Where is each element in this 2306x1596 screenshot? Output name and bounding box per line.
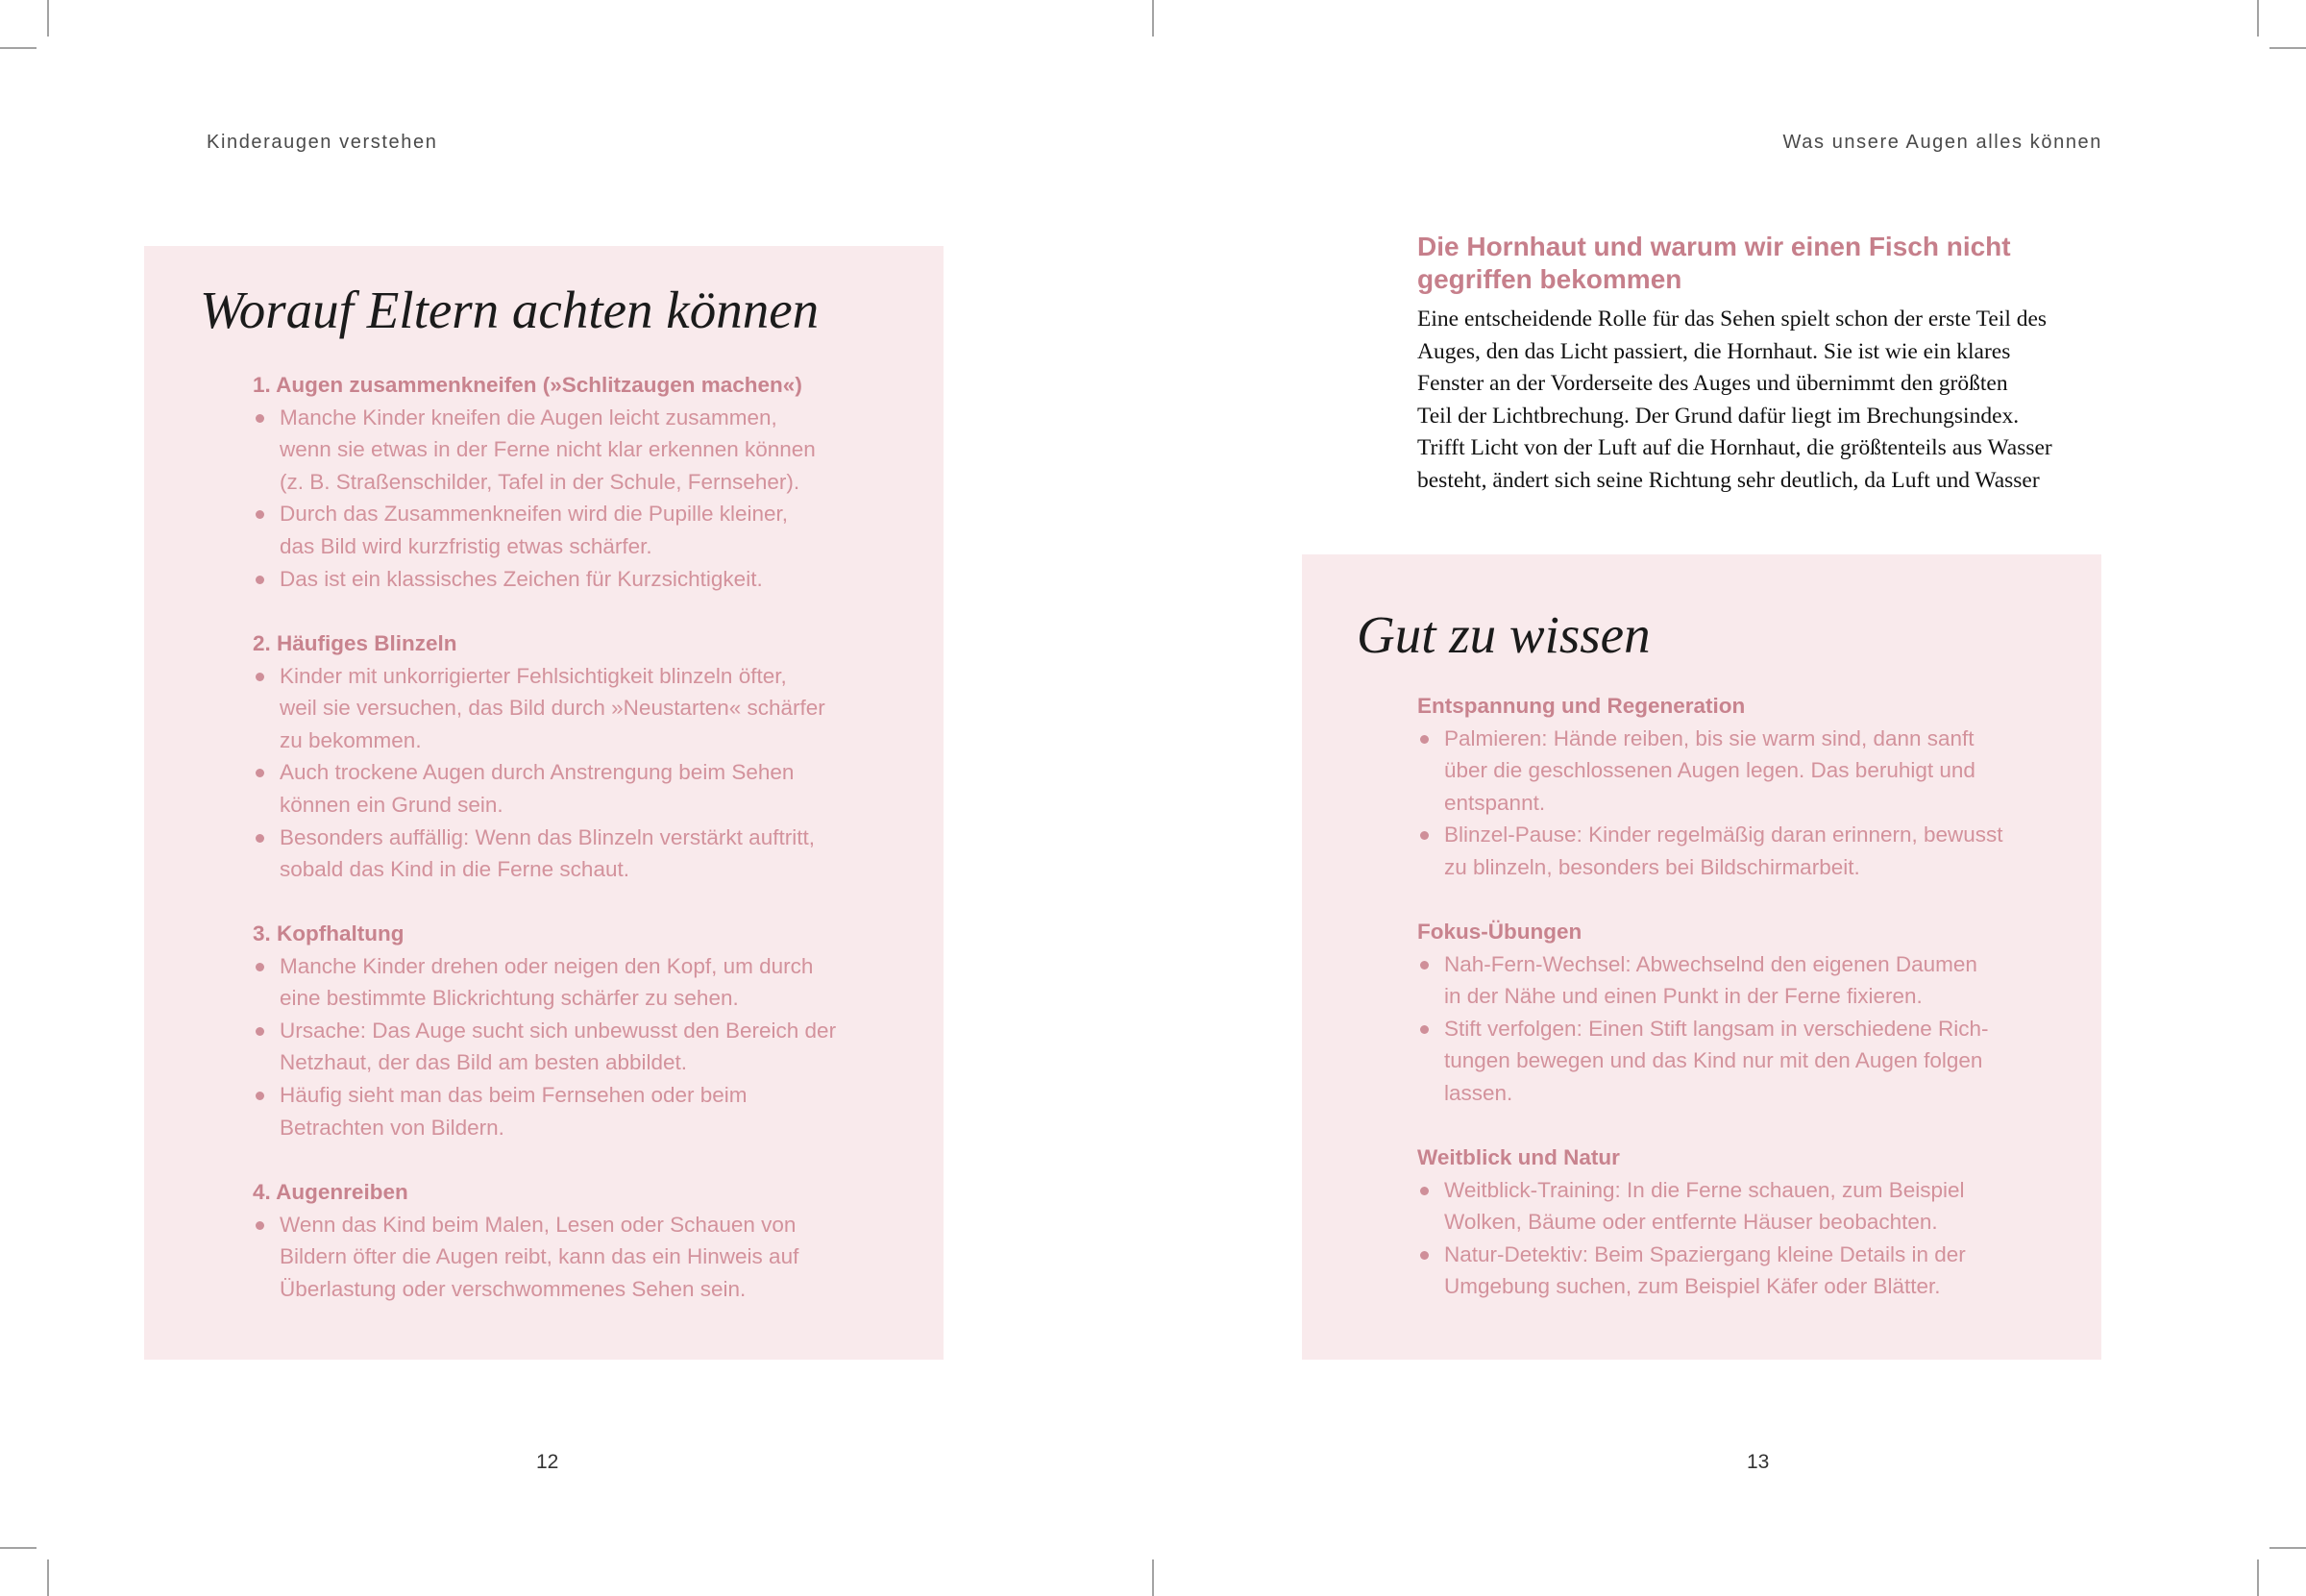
body-line: Teil der Lichtbrechung. Der Grund dafür liegt im Brechungsindex. xyxy=(1417,403,2020,429)
bullet-text-line: Stift verfolgen: Einen Stift langsam in verschiedene Rich- xyxy=(1444,1016,1989,1041)
bullet-text-line: in der Nähe und einen Punkt in der Ferne fixieren. xyxy=(1444,984,1923,1009)
section-heading: Weitblick und Natur xyxy=(1417,1145,1620,1169)
bullet-dot-icon xyxy=(256,510,264,519)
body-line: Trifft Licht von der Luft auf die Hornhaut, die größtenteils aus Wasser xyxy=(1417,435,2052,461)
tips-section-4-augenreiben xyxy=(253,1176,944,1305)
article-heading xyxy=(1417,231,2011,296)
bullet-text-line: Bildern öfter die Augen reibt, kann das ein Hinweis auf xyxy=(280,1244,799,1269)
box-title: Worauf Eltern achten können xyxy=(200,281,820,339)
crop-mark xyxy=(47,0,49,37)
bullet-text-line: (z. B. Straßenschilder, Tafel in der Schule, Fernseher). xyxy=(280,469,800,494)
bullet-dot-icon xyxy=(256,1027,264,1036)
crop-mark xyxy=(2257,0,2259,37)
bullet-text-line: Wenn das Kind beim Malen, Lesen oder Schauen von xyxy=(280,1212,797,1237)
bullet-dot-icon xyxy=(256,769,264,777)
right-page-number: 13 xyxy=(1747,1451,1770,1473)
bullet-dot-icon xyxy=(1420,735,1429,744)
bullet-text-line: Wolken, Bäume oder entfernte Häuser beobachten. xyxy=(1444,1210,1938,1235)
bullet-text-line: lassen. xyxy=(1444,1080,1513,1105)
crop-mark xyxy=(1152,1559,1154,1596)
tips-section-2-h-ufiges-blinzeln xyxy=(253,627,944,886)
bullet-text-line: Durch das Zusammenkneifen wird die Pupille kleiner, xyxy=(280,502,789,527)
bullet-dot-icon xyxy=(256,963,264,971)
bullet-text-line: Natur-Detektiv: Beim Spaziergang kleine Details in der xyxy=(1444,1241,1966,1266)
section-heading: Entspannung und Regeneration xyxy=(1417,694,1746,718)
tips-section-3-kopfhaltung xyxy=(253,918,944,1143)
box-title: Gut zu wissen xyxy=(1357,605,1651,664)
crop-mark xyxy=(2269,47,2306,49)
good-to-know-box xyxy=(1302,554,2101,1360)
bullet-dot-icon xyxy=(256,673,264,681)
section-heading: 4. Augenreiben xyxy=(253,1180,408,1204)
left-running-head: Kinderaugen verstehen xyxy=(207,132,438,153)
bullet-dot-icon xyxy=(256,576,264,584)
bullet-text-line: Betrachten von Bildern. xyxy=(280,1115,504,1140)
parent-tips-box xyxy=(144,246,944,1360)
bullet-dot-icon xyxy=(256,834,264,843)
crop-mark xyxy=(2257,1559,2259,1596)
section-heading: Fokus-Übungen xyxy=(1417,920,1582,944)
left-page-number: 12 xyxy=(536,1451,559,1473)
bullet-item xyxy=(253,498,944,562)
bullet-text-line: Netzhaut, der das Bild am besten abbildet. xyxy=(280,1050,688,1075)
crop-mark xyxy=(2269,1547,2306,1549)
bullet-item xyxy=(253,1209,944,1306)
bullet-text-line: das Bild wird kurzfristig etwas schärfer. xyxy=(280,533,652,558)
bullet-item xyxy=(253,756,944,821)
bullet-item xyxy=(1417,1013,2101,1110)
tips-section-1-augen-zusammenkneifen-schlitzaugen-machen xyxy=(253,369,944,595)
bullet-text-line: Nah-Fern-Wechsel: Abwechselnd den eigenen Daumen xyxy=(1444,951,1977,976)
bullet-text-line: Kinder mit unkorrigierter Fehlsichtigkeit blinzeln öfter, xyxy=(280,663,787,688)
heading-line: gegriffen bekommen xyxy=(1417,264,1682,294)
bullet-text-line: Manche Kinder drehen oder neigen den Kopf, um durch xyxy=(280,953,814,978)
bullet-item xyxy=(1417,948,2101,1013)
bullet-text-line: Häufig sieht man das beim Fernsehen oder beim xyxy=(280,1082,748,1107)
bullet-dot-icon xyxy=(1420,831,1429,840)
tips-section-fokus-bungen xyxy=(1417,916,2101,1110)
crop-mark xyxy=(0,1547,37,1549)
body-line: Auges, den das Licht passiert, die Hornhaut. Sie ist wie ein klares xyxy=(1417,338,2011,364)
bullet-text-line: sobald das Kind in die Ferne schaut. xyxy=(280,857,629,882)
bullet-text-line: zu blinzeln, besonders bei Bildschirmarbeit. xyxy=(1444,854,1860,879)
bullet-item xyxy=(1417,1239,2101,1303)
bullet-item xyxy=(1417,819,2101,883)
bullet-item xyxy=(253,1015,944,1079)
bullet-text-line: zu bekommen. xyxy=(280,727,422,752)
bullet-item xyxy=(253,660,944,757)
bullet-item xyxy=(253,822,944,886)
bullet-item xyxy=(253,402,944,499)
body-line: Fenster an der Vorderseite des Auges und übernimmt den größten xyxy=(1417,371,2008,397)
section-heading: 2. Häufiges Blinzeln xyxy=(253,631,457,655)
body-line: besteht, ändert sich seine Richtung sehr deutlich, da Luft und Wasser xyxy=(1417,467,2040,493)
bullet-text-line: weil sie versuchen, das Bild durch »Neustarten« schärfer xyxy=(280,696,825,721)
bullet-text-line: Blinzel-Pause: Kinder regelmäßig daran erinnern, bewusst xyxy=(1444,823,2003,847)
bullet-text-line: tungen bewegen und das Kind nur mit den Augen folgen xyxy=(1444,1048,1983,1073)
crop-mark xyxy=(1152,0,1154,37)
bullet-dot-icon xyxy=(256,1221,264,1230)
bullet-dot-icon xyxy=(1420,961,1429,970)
bullet-item xyxy=(253,1079,944,1143)
crop-mark xyxy=(47,1559,49,1596)
bullet-text-line: Auch trockene Augen durch Anstrengung beim Sehen xyxy=(280,760,795,785)
bullet-dot-icon xyxy=(1420,1187,1429,1195)
bullet-item xyxy=(253,563,944,596)
tips-section-entspannung-und-regeneration xyxy=(1417,690,2101,884)
bullet-text-line: wenn sie etwas in der Ferne nicht klar erkennen können xyxy=(280,437,816,462)
bullet-text-line: Manche Kinder kneifen die Augen leicht zusammen, xyxy=(280,405,777,430)
bullet-item xyxy=(1417,1174,2101,1239)
bullet-text-line: Ursache: Das Auge sucht sich unbewusst den Bereich der xyxy=(280,1018,837,1043)
bullet-item xyxy=(253,950,944,1015)
bullet-item xyxy=(1417,723,2101,820)
bullet-text-line: Das ist ein klassisches Zeichen für Kurzsichtigkeit. xyxy=(280,566,763,591)
body-line: Eine entscheidende Rolle für das Sehen spielt schon der erste Teil des xyxy=(1417,307,2048,331)
bullet-text-line: über die geschlossenen Augen legen. Das beruhigt und xyxy=(1444,758,1975,783)
bullet-text-line: können ein Grund sein. xyxy=(280,792,503,817)
heading-line: Die Hornhaut und warum wir einen Fisch nicht xyxy=(1417,232,2011,261)
bullet-text-line: Überlastung oder verschwommenes Sehen sein. xyxy=(280,1276,747,1301)
section-heading: 3. Kopfhaltung xyxy=(253,921,405,945)
crop-mark xyxy=(0,47,37,49)
bullet-text-line: eine bestimmte Blickrichtung schärfer zu sehen. xyxy=(280,986,739,1011)
bullet-text-line: Besonders auffällig: Wenn das Blinzeln verstärkt auftritt, xyxy=(280,824,815,849)
bullet-text-line: Palmieren: Hände reiben, bis sie warm sind, dann sanft xyxy=(1444,725,1975,750)
bullet-dot-icon xyxy=(256,1092,264,1100)
article-body xyxy=(1417,304,2109,498)
right-running-head: Was unsere Augen alles können xyxy=(1782,132,2102,153)
bullet-text-line: entspannt. xyxy=(1444,790,1546,815)
bullet-dot-icon xyxy=(1420,1251,1429,1260)
bullet-dot-icon xyxy=(256,414,264,423)
tips-section-weitblick-und-natur xyxy=(1417,1142,2101,1303)
bullet-text-line: Umgebung suchen, zum Beispiel Käfer oder Blätter. xyxy=(1444,1274,1941,1299)
bullet-text-line: Weitblick-Training: In die Ferne schauen, zum Beispiel xyxy=(1444,1177,1965,1202)
bullet-dot-icon xyxy=(1420,1025,1429,1034)
section-heading: 1. Augen zusammenkneifen (»Schlitzaugen machen«) xyxy=(253,373,802,397)
